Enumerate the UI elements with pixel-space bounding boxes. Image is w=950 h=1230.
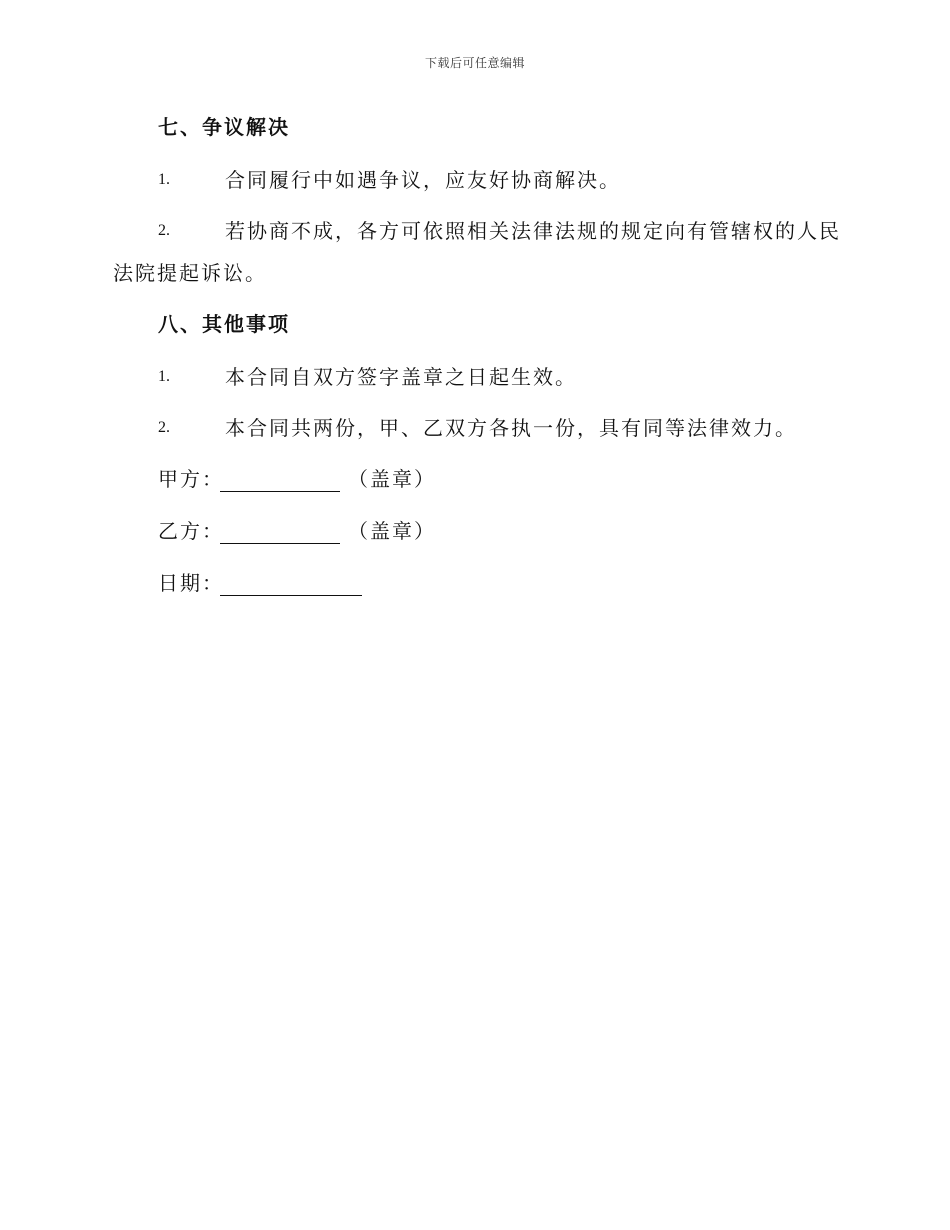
section-8-item-1-text: 本合同自双方签字盖章之日起生效。 xyxy=(225,365,577,389)
section-7-item-1-text: 合同履行中如遇争议，应友好协商解决。 xyxy=(225,168,621,192)
party-a-signature-row xyxy=(158,466,436,492)
party-b-signature-blank[interactable] xyxy=(220,521,340,544)
section-7-item-2-text-line1: 若协商不成，各方可依照相关法律法规的规定向有管辖权的人民 xyxy=(225,219,841,243)
party-b-label: 乙方： xyxy=(158,519,224,543)
date-blank[interactable] xyxy=(220,573,362,596)
party-a-label: 甲方： xyxy=(158,467,224,491)
section-7-item-2-number: 2. xyxy=(158,222,170,239)
section-7-item-2-text-line2: 法院提起诉讼。 xyxy=(113,261,267,285)
section-7-item-1-number: 1. xyxy=(158,171,170,188)
section-7-heading: 七、争议解决 xyxy=(158,115,290,139)
party-a-signature-blank[interactable] xyxy=(220,469,340,492)
page-header: 下载后可任意编辑 xyxy=(424,56,525,70)
party-a-seal-label: （盖章） xyxy=(348,467,436,491)
section-8-item-2-number: 2. xyxy=(158,419,170,436)
party-b-seal-label: （盖章） xyxy=(348,519,436,543)
section-8-item-1-number: 1. xyxy=(158,368,170,385)
section-8-heading: 八、其他事项 xyxy=(158,312,290,336)
date-row xyxy=(158,570,362,596)
section-8-item-2-text: 本合同共两份，甲、乙双方各执一份，具有同等法律效力。 xyxy=(225,416,797,440)
party-b-signature-row xyxy=(158,518,436,544)
date-label: 日期： xyxy=(158,571,224,595)
